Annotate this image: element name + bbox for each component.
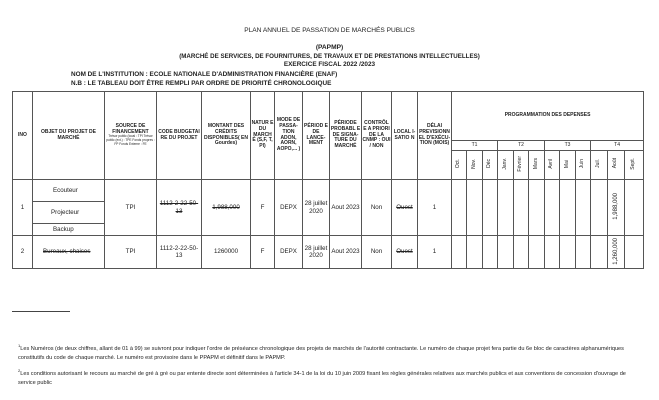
col-source-sub: Trésor public (local : TPI Trésor public (ext.) : TPE Fonds propres : FP Fonds Externe : FE (106, 134, 155, 147)
col-lancement: PÉRIOD E DE LANCE- MENT (303, 92, 330, 180)
cell-nov (467, 236, 483, 269)
month-aout (608, 151, 625, 180)
month-label: Oct. (455, 159, 462, 169)
aout-amount: 1,260,000 (612, 237, 619, 265)
month-label: Mars (532, 158, 539, 170)
procurement-table (12, 91, 644, 269)
cell-janv (498, 236, 514, 269)
row-no: 2 (13, 236, 33, 269)
row-montant: 1260000 (202, 236, 251, 269)
row-delai: 1 (418, 180, 452, 236)
row-objet: Projecteur (33, 202, 105, 224)
row-source: TPI (105, 236, 157, 269)
row-nature: F (251, 236, 275, 269)
cell-dec (483, 180, 498, 236)
month-mai (560, 151, 576, 180)
row-lancement: 28 juillet 2020 (303, 180, 330, 236)
row-localisation: Ouest (392, 180, 418, 236)
col-source (105, 92, 157, 180)
cell-juil (591, 180, 608, 236)
col-signature: PÉRIODE PROBABL E DE SIGNA- TURE DU MARCHÉ (330, 92, 362, 180)
col-mode: MODE DE PASSA- TION ADON, AORN, AOPO,... ) (275, 92, 303, 180)
cell-mai (560, 236, 576, 269)
row-controle: Non (362, 180, 392, 236)
row-nature: F (251, 180, 275, 236)
row-mode: DEPX (275, 236, 303, 269)
footnote-1: $^1$Les Numéros (de deux chiffres, allant de 01 à 99) se suivront pour indiquer l'ordre de préséance chronologique des projets de marchés de l'autorité contractante. Le numéro de chaque projet fera partie du 6e bloc de caractères alphanumériques constitutifs du code de chaque marché. Le numéro est provisoire dans le PPAPM et définitif dans le PAPMP. (18, 343, 624, 362)
footnote-2-text: Les conditions autorisant le recours au marché de gré à gré ou par entente directe sont déterminées à l'article 34-1 de la loi du 10 juin 2009 fixant les règles générales relatives aux marchés publics et aux conventions de concession d'ouvrage de service public (18, 370, 626, 387)
row-objet: Ecouteur (33, 180, 105, 202)
cell-sept (625, 236, 644, 269)
month-label: Août (612, 158, 619, 169)
month-mars (529, 151, 545, 180)
cell-mars (529, 180, 545, 236)
month-label: Nov. (470, 158, 477, 169)
plan-subtitle: (PAPMP) (315, 44, 344, 51)
month-nov (467, 151, 483, 180)
row-lancement: 28 juillet 2020 (303, 236, 330, 269)
cell-oct (452, 236, 467, 269)
cell-fevrier (514, 236, 529, 269)
cell-dec (483, 236, 498, 269)
month-label: Avril (548, 158, 555, 169)
month-fevrier (514, 151, 529, 180)
plan-scope: (MARCHÉ DE SERVICES, DE FOURNITURES, DE TRAVAUX ET DE PRESTATIONS INTELLECTUELLES) (179, 53, 480, 60)
table-row (13, 236, 644, 269)
cell-aout (608, 236, 625, 269)
table-row (13, 180, 644, 202)
row-code: 1112-2-22-50-13 (157, 180, 202, 236)
month-label: Juin (579, 159, 586, 169)
cell-avril (545, 180, 560, 236)
month-juin (576, 151, 591, 180)
plan-title: PLAN ANNUEL DE PASSATION DE MARCHÉS PUBLICS (244, 27, 415, 34)
cell-juin (576, 236, 591, 269)
row-controle: Non (362, 236, 392, 269)
quarter-t3: T3 (545, 141, 591, 151)
row-objet: Backup (33, 224, 105, 236)
month-label: Février (517, 155, 524, 172)
row-montant: 1,988,000 (202, 180, 251, 236)
cell-sept (625, 180, 644, 236)
row-no: 1 (13, 180, 33, 236)
footnote-2: $^2$Les conditions autorisant le recours au marché de gré à gré ou par entente directe sont déterminées à l'article 34-1 de la loi du 10 juin 2009 fixant les règles générales relatives aux marchés publics et aux conventions de concession d'ouvrage de service public (18, 368, 626, 387)
month-label: Juil. (595, 159, 602, 169)
cell-juil (591, 236, 608, 269)
month-sept (625, 151, 644, 180)
row-source: TPI (105, 180, 157, 236)
priority-note: N.B : LE TABLEAU DOIT ÊTRE REMPLI PAR ORDRE DE PRIORITÉ CHRONOLOGIQUE (71, 80, 332, 87)
col-source-label: SOURCE DE FINANCEMENT (112, 122, 149, 135)
cell-nov (467, 180, 483, 236)
month-dec (483, 151, 498, 180)
row-signature: Aout 2023 (330, 236, 362, 269)
row-signature: Aout 2023 (330, 180, 362, 236)
month-oct (452, 151, 467, 180)
month-label: Mai (563, 159, 570, 168)
quarter-t1: T1 (452, 141, 498, 151)
cell-avril (545, 236, 560, 269)
month-label: Janv. (501, 157, 508, 170)
col-no: INO (13, 92, 33, 180)
row-objet: Bureaux, chaises (33, 236, 105, 269)
quarter-t2: T2 (498, 141, 545, 151)
institution-name: NOM DE L'INSTITUTION : ECOLE NATIONALE D'ADMINISTRATION FINANCIÈRE (ENAF) (71, 71, 338, 78)
month-label: Déc (486, 159, 493, 169)
month-label: Sept. (630, 157, 637, 170)
cell-fevrier (514, 180, 529, 236)
row-code: 1112-2-22-50-13 (157, 236, 202, 269)
cell-oct (452, 180, 467, 236)
quarter-t4: T4 (591, 141, 644, 151)
aout-amount: 1,988,000 (612, 193, 619, 220)
col-delai: DÉLAI PREVISIONN EL D'EXÉCU- TION (MOIS) (418, 92, 452, 180)
month-janv (498, 151, 514, 180)
month-juil (591, 151, 608, 180)
cell-mai (560, 180, 576, 236)
col-controle: CONTRÔL E A PRIORI DE LA CNMP : OUI / NON (362, 92, 392, 180)
cell-aout (608, 180, 625, 236)
row-localisation: Ouest (392, 236, 418, 269)
col-objet: OBJET DU PROJET DE MARCHÉ (33, 92, 105, 180)
cell-janv (498, 180, 514, 236)
cell-mars (529, 236, 545, 269)
month-avril (545, 151, 560, 180)
fiscal-year: EXERCICE FISCAL 2022 /2023 (283, 61, 376, 68)
row-mode: DEPX (275, 180, 303, 236)
col-programmation: PROGRAMMATION DES DEPENSES (452, 92, 644, 141)
row-delai: 1 (418, 236, 452, 269)
col-nature: NATUR E DU MARCH É (S,F, T, PI) (251, 92, 275, 180)
cell-juin (576, 180, 591, 236)
footnote-separator (12, 311, 70, 312)
col-montant: MONTANT DES CRÉDITS DISPONIBLES( EN Gourdes) (202, 92, 251, 180)
footnote-1-text: Les Numéros (de deux chiffres, allant de 01 à 99) se suivront pour indiquer l'ordre de préséance chronologique des projets de marchés de l'autorité contractante. Le numéro de chaque projet fera partie du 6e bloc de caractères alphanumériques constitutifs du code de chaque marché. Le numéro est provisoire dans le PPAPM et définitif dans le PAPMP. (18, 345, 624, 362)
col-code: CODE BUDGETAI RE DU PROJET (157, 92, 202, 180)
col-localisation: LOCAL I- SATIO N (392, 92, 418, 180)
